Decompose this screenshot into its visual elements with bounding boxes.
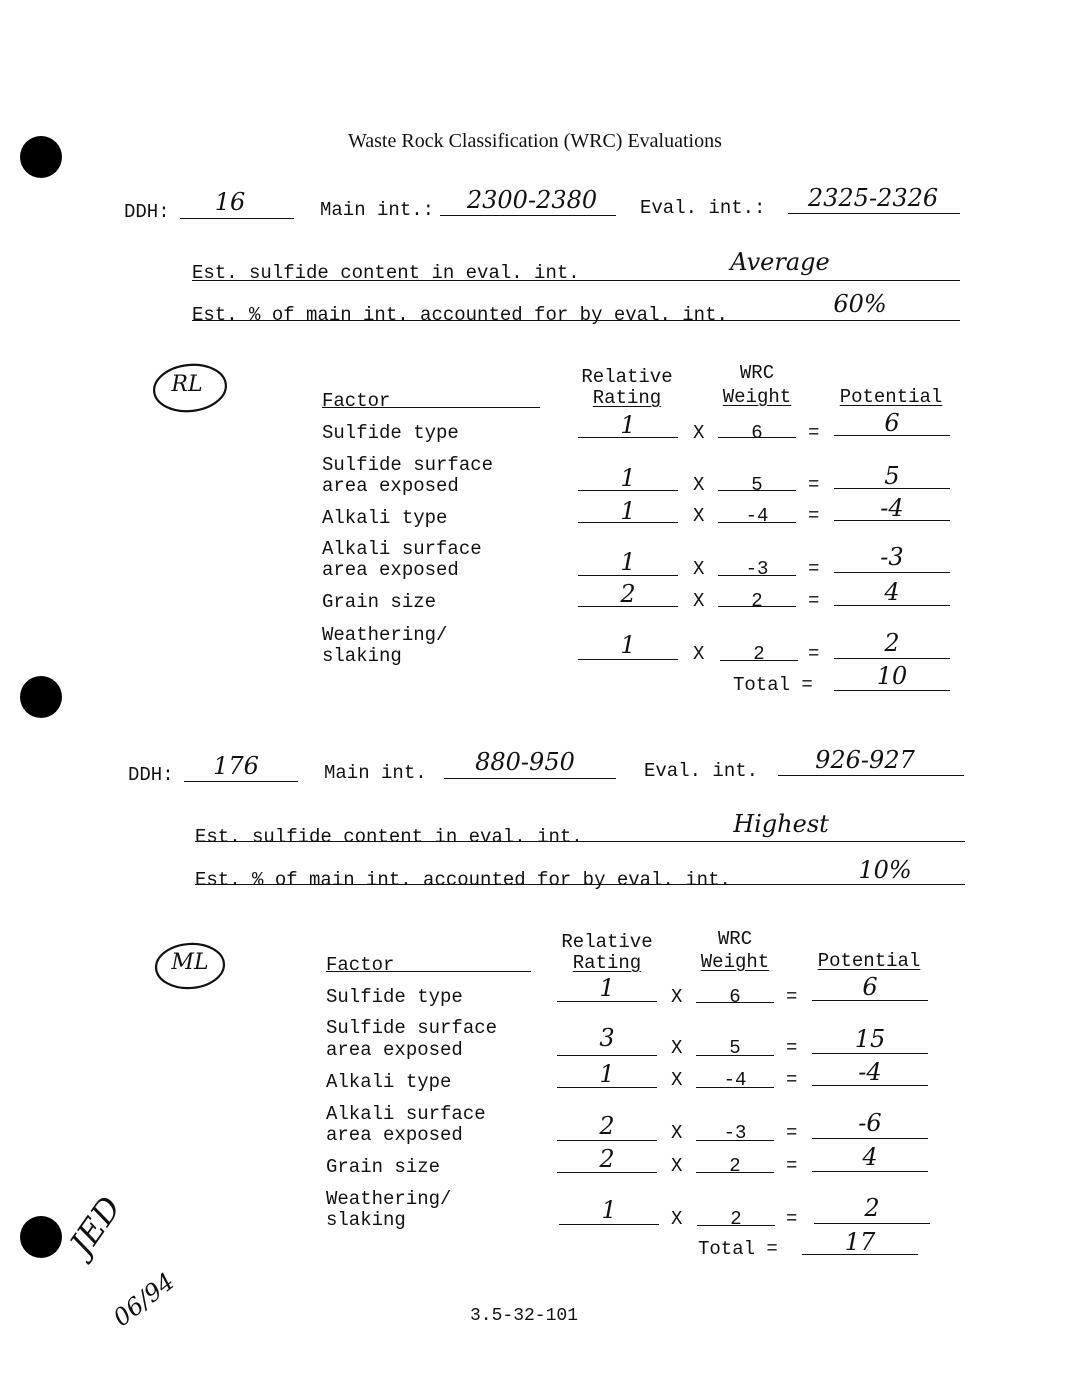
initials-note: JED — [62, 1189, 129, 1262]
equals-sign: = — [808, 643, 820, 665]
times-sign: X — [671, 986, 683, 1008]
rating-value: 1 — [599, 1060, 615, 1088]
potential-value: 2 — [864, 1194, 880, 1222]
equals-sign: = — [808, 474, 820, 496]
weight-value: -4 — [745, 505, 769, 527]
relative-header: Relative — [561, 931, 653, 953]
factor-label: Grain size — [326, 1156, 441, 1178]
page-title: Waste Rock Classification (WRC) Evaluations — [348, 130, 722, 152]
total-label: Total = — [698, 1238, 778, 1260]
potential-value: 5 — [884, 462, 900, 490]
main-int-value: 2300-2380 — [466, 186, 598, 214]
times-sign: X — [671, 1037, 683, 1059]
circled-code: ML — [171, 950, 209, 975]
times-sign: X — [693, 422, 705, 444]
relative-header: Relative — [581, 366, 673, 388]
weight-value: -3 — [745, 558, 769, 580]
wrc-header: WRC — [739, 362, 775, 384]
factor-header: Factor — [322, 390, 391, 412]
wrc-header: WRC — [717, 928, 753, 950]
potential-value: 4 — [862, 1143, 878, 1171]
potential-header: Potential — [817, 950, 921, 972]
rating-value: 2 — [620, 580, 636, 608]
factor-label: Alkali type — [322, 507, 448, 529]
weight-value: 2 — [751, 590, 763, 612]
potential-value: -4 — [880, 494, 904, 522]
rating-value: 2 — [599, 1112, 615, 1140]
factor-label: Alkali surface — [322, 538, 482, 560]
main-int-label: Main int.: — [320, 199, 435, 221]
equals-sign: = — [786, 1122, 798, 1144]
main-int-label: Main int. — [324, 762, 427, 784]
total-value: 17 — [844, 1228, 876, 1256]
potential-value: -4 — [858, 1058, 882, 1086]
weight-header: Weight — [700, 951, 770, 973]
ddh-value: 16 — [214, 188, 246, 216]
factor-label: Sulfide type — [322, 422, 459, 444]
rating-value: 2 — [599, 1145, 615, 1173]
eval-int-label: Eval. int. — [644, 760, 759, 782]
factor-label: Weathering/ — [326, 1188, 452, 1210]
sulfide-content-value: Average — [730, 248, 830, 276]
equals-sign: = — [808, 590, 820, 612]
times-sign: X — [693, 558, 705, 580]
eval-int-value: 2325-2326 — [807, 184, 939, 212]
times-sign: X — [693, 590, 705, 612]
factor-label-cont: area exposed — [322, 559, 459, 581]
rating-value: 1 — [601, 1196, 617, 1224]
weight-value: 5 — [751, 474, 763, 496]
ddh-value: 176 — [213, 752, 259, 780]
circled-code: RL — [171, 372, 203, 397]
equals-sign: = — [808, 505, 820, 527]
times-sign: X — [671, 1155, 683, 1177]
factor-label: Sulfide surface — [326, 1017, 498, 1039]
percent-main-value: 10% — [858, 856, 912, 884]
weight-header: Weight — [722, 386, 792, 408]
weight-value: 6 — [729, 986, 741, 1008]
percent-main-label: Est. % of main int. accounted for by eval. int. — [192, 304, 728, 326]
rating-value: 1 — [620, 497, 636, 525]
factor-label: Alkali surface — [326, 1103, 486, 1125]
date-note: 06/94 — [108, 1267, 180, 1333]
weight-value: 2 — [753, 643, 765, 665]
equals-sign: = — [786, 1069, 798, 1091]
weight-value: 2 — [730, 1208, 742, 1230]
sulfide-content-value: Highest — [733, 810, 829, 838]
rating-value: 1 — [620, 631, 636, 659]
factor-label-cont: area exposed — [326, 1039, 463, 1061]
times-sign: X — [671, 1122, 683, 1144]
equals-sign: = — [808, 422, 820, 444]
factor-label-cont: area exposed — [326, 1124, 463, 1146]
eval-int-label: Eval. int.: — [640, 197, 766, 219]
main-int-value: 880-950 — [475, 748, 575, 776]
potential-value: 6 — [884, 409, 900, 437]
equals-sign: = — [786, 1208, 798, 1230]
times-sign: X — [693, 643, 705, 665]
weight-value: -4 — [723, 1069, 747, 1091]
binder-hole-bottom — [20, 1216, 62, 1258]
percent-main-value: 60% — [833, 290, 887, 318]
factor-label: Sulfide type — [326, 986, 463, 1008]
potential-value: -6 — [858, 1109, 882, 1137]
equals-sign: = — [786, 1037, 798, 1059]
factor-header: Factor — [326, 954, 395, 976]
rating-value: 3 — [599, 1024, 615, 1052]
total-value: 10 — [876, 662, 908, 690]
rating-value: 1 — [620, 411, 636, 439]
page-number: 3.5-32-101 — [470, 1306, 579, 1326]
factor-label: Grain size — [322, 591, 437, 613]
rating-value: 1 — [599, 974, 615, 1002]
equals-sign: = — [786, 986, 798, 1008]
factor-label: Alkali type — [326, 1071, 452, 1093]
factor-label-cont: area exposed — [322, 475, 459, 497]
potential-value: 15 — [854, 1025, 886, 1053]
total-label: Total = — [733, 674, 813, 696]
factor-label: Weathering/ — [322, 624, 448, 646]
weight-value: 5 — [729, 1037, 741, 1059]
potential-value: 2 — [884, 629, 900, 657]
ddh-label: DDH: — [124, 201, 170, 223]
rating-header: Rating — [572, 952, 642, 974]
potential-value: -3 — [880, 543, 904, 571]
times-sign: X — [693, 474, 705, 496]
potential-value: 4 — [884, 578, 900, 606]
potential-header: Potential — [839, 386, 943, 408]
equals-sign: = — [786, 1155, 798, 1177]
eval-int-value: 926-927 — [815, 746, 915, 774]
times-sign: X — [693, 505, 705, 527]
equals-sign: = — [808, 558, 820, 580]
ddh-label: DDH: — [128, 764, 174, 786]
potential-value: 6 — [862, 973, 878, 1001]
rating-value: 1 — [620, 548, 636, 576]
factor-label-cont: slaking — [326, 1209, 406, 1231]
binder-hole-middle — [20, 676, 62, 718]
rating-header: Rating — [592, 387, 662, 409]
weight-value: 6 — [751, 422, 763, 444]
factor-label-cont: slaking — [322, 645, 402, 667]
times-sign: X — [671, 1208, 683, 1230]
sulfide-content-label: Est. sulfide content in eval. int. — [195, 826, 583, 848]
percent-main-label: Est. % of main int. accounted for by eval. int. — [195, 869, 731, 891]
times-sign: X — [671, 1069, 683, 1091]
weight-value: 2 — [729, 1155, 741, 1177]
factor-label: Sulfide surface — [322, 454, 494, 476]
weight-value: -3 — [723, 1122, 747, 1144]
sulfide-content-label: Est. sulfide content in eval. int. — [192, 262, 580, 284]
binder-hole-top — [20, 136, 62, 178]
rating-value: 1 — [620, 464, 636, 492]
